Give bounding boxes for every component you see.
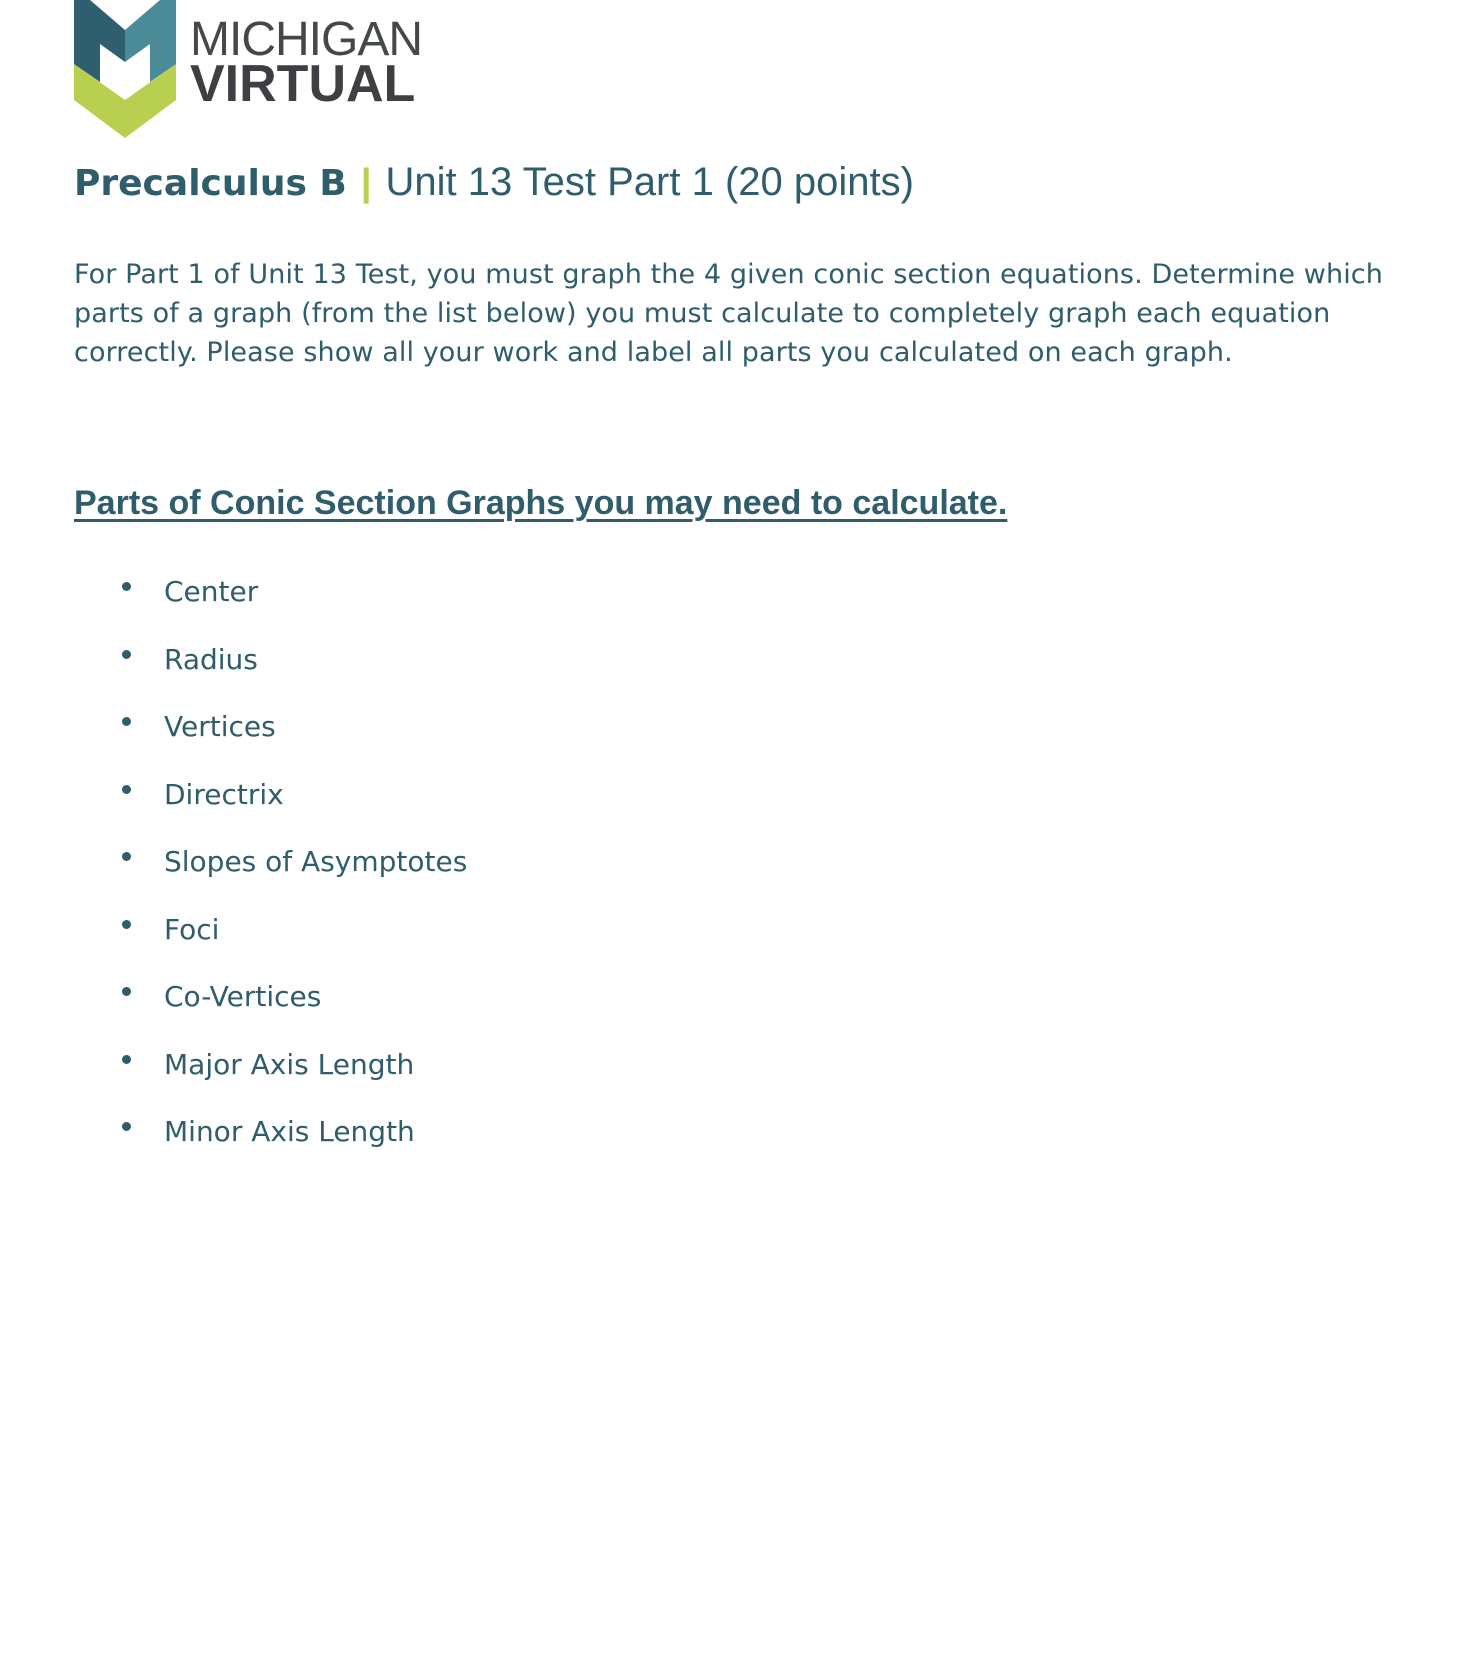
bullet-icon	[122, 987, 131, 996]
bullet-icon	[122, 1055, 131, 1064]
list-item	[74, 572, 467, 640]
list-item-label: Vertices	[164, 710, 276, 743]
list-item	[74, 842, 467, 910]
list-item	[74, 775, 467, 843]
bullet-icon	[122, 920, 131, 929]
list-item-label: Center	[164, 575, 259, 608]
intro-paragraph: For Part 1 of Unit 13 Test, you must graph the 4 given conic section equations. Determine which parts of a graph (from the list below) you must calculate to completely graph each equation correctly. Please show all your work and label all parts you calculated on each graph.	[74, 259, 1383, 368]
logo-text-michigan: MICHIGAN	[190, 13, 422, 66]
list-item-label: Foci	[164, 912, 220, 946]
list-item	[74, 640, 467, 708]
course-name: Precalculus B	[74, 163, 347, 204]
bullet-icon	[122, 717, 131, 726]
list-item-label: Slopes of Asymptotes	[164, 845, 468, 878]
logo-text-virtual: VIRTUAL	[190, 55, 416, 113]
bullet-icon	[122, 582, 131, 591]
michigan-virtual-logo	[74, 0, 454, 138]
bullet-icon	[122, 650, 131, 659]
list-item	[74, 1045, 467, 1113]
list-item	[74, 977, 467, 1045]
title-separator: |	[360, 162, 372, 204]
bullet-icon	[122, 852, 131, 861]
bullet-icon	[122, 785, 131, 794]
bullet-icon	[122, 1122, 131, 1131]
michigan-virtual-m-chevron-icon	[74, 0, 176, 138]
list-item	[74, 1112, 467, 1180]
list-item-label: Major Axis Length	[164, 1047, 415, 1081]
list-item-label: Directrix	[164, 777, 284, 811]
list-item-label: Co-Vertices	[164, 980, 322, 1013]
page-title	[74, 160, 914, 205]
list-item	[74, 707, 467, 775]
section-heading: Parts of Conic Section Graphs you may need to calculate.	[74, 484, 1008, 522]
list-item-label: Minor Axis Length	[164, 1115, 415, 1148]
list-item	[74, 910, 467, 978]
assignment-title: Unit 13 Test Part 1 (20 points)	[385, 160, 914, 204]
conic-parts-list	[74, 572, 467, 1180]
list-item-label: Radius	[164, 642, 258, 676]
